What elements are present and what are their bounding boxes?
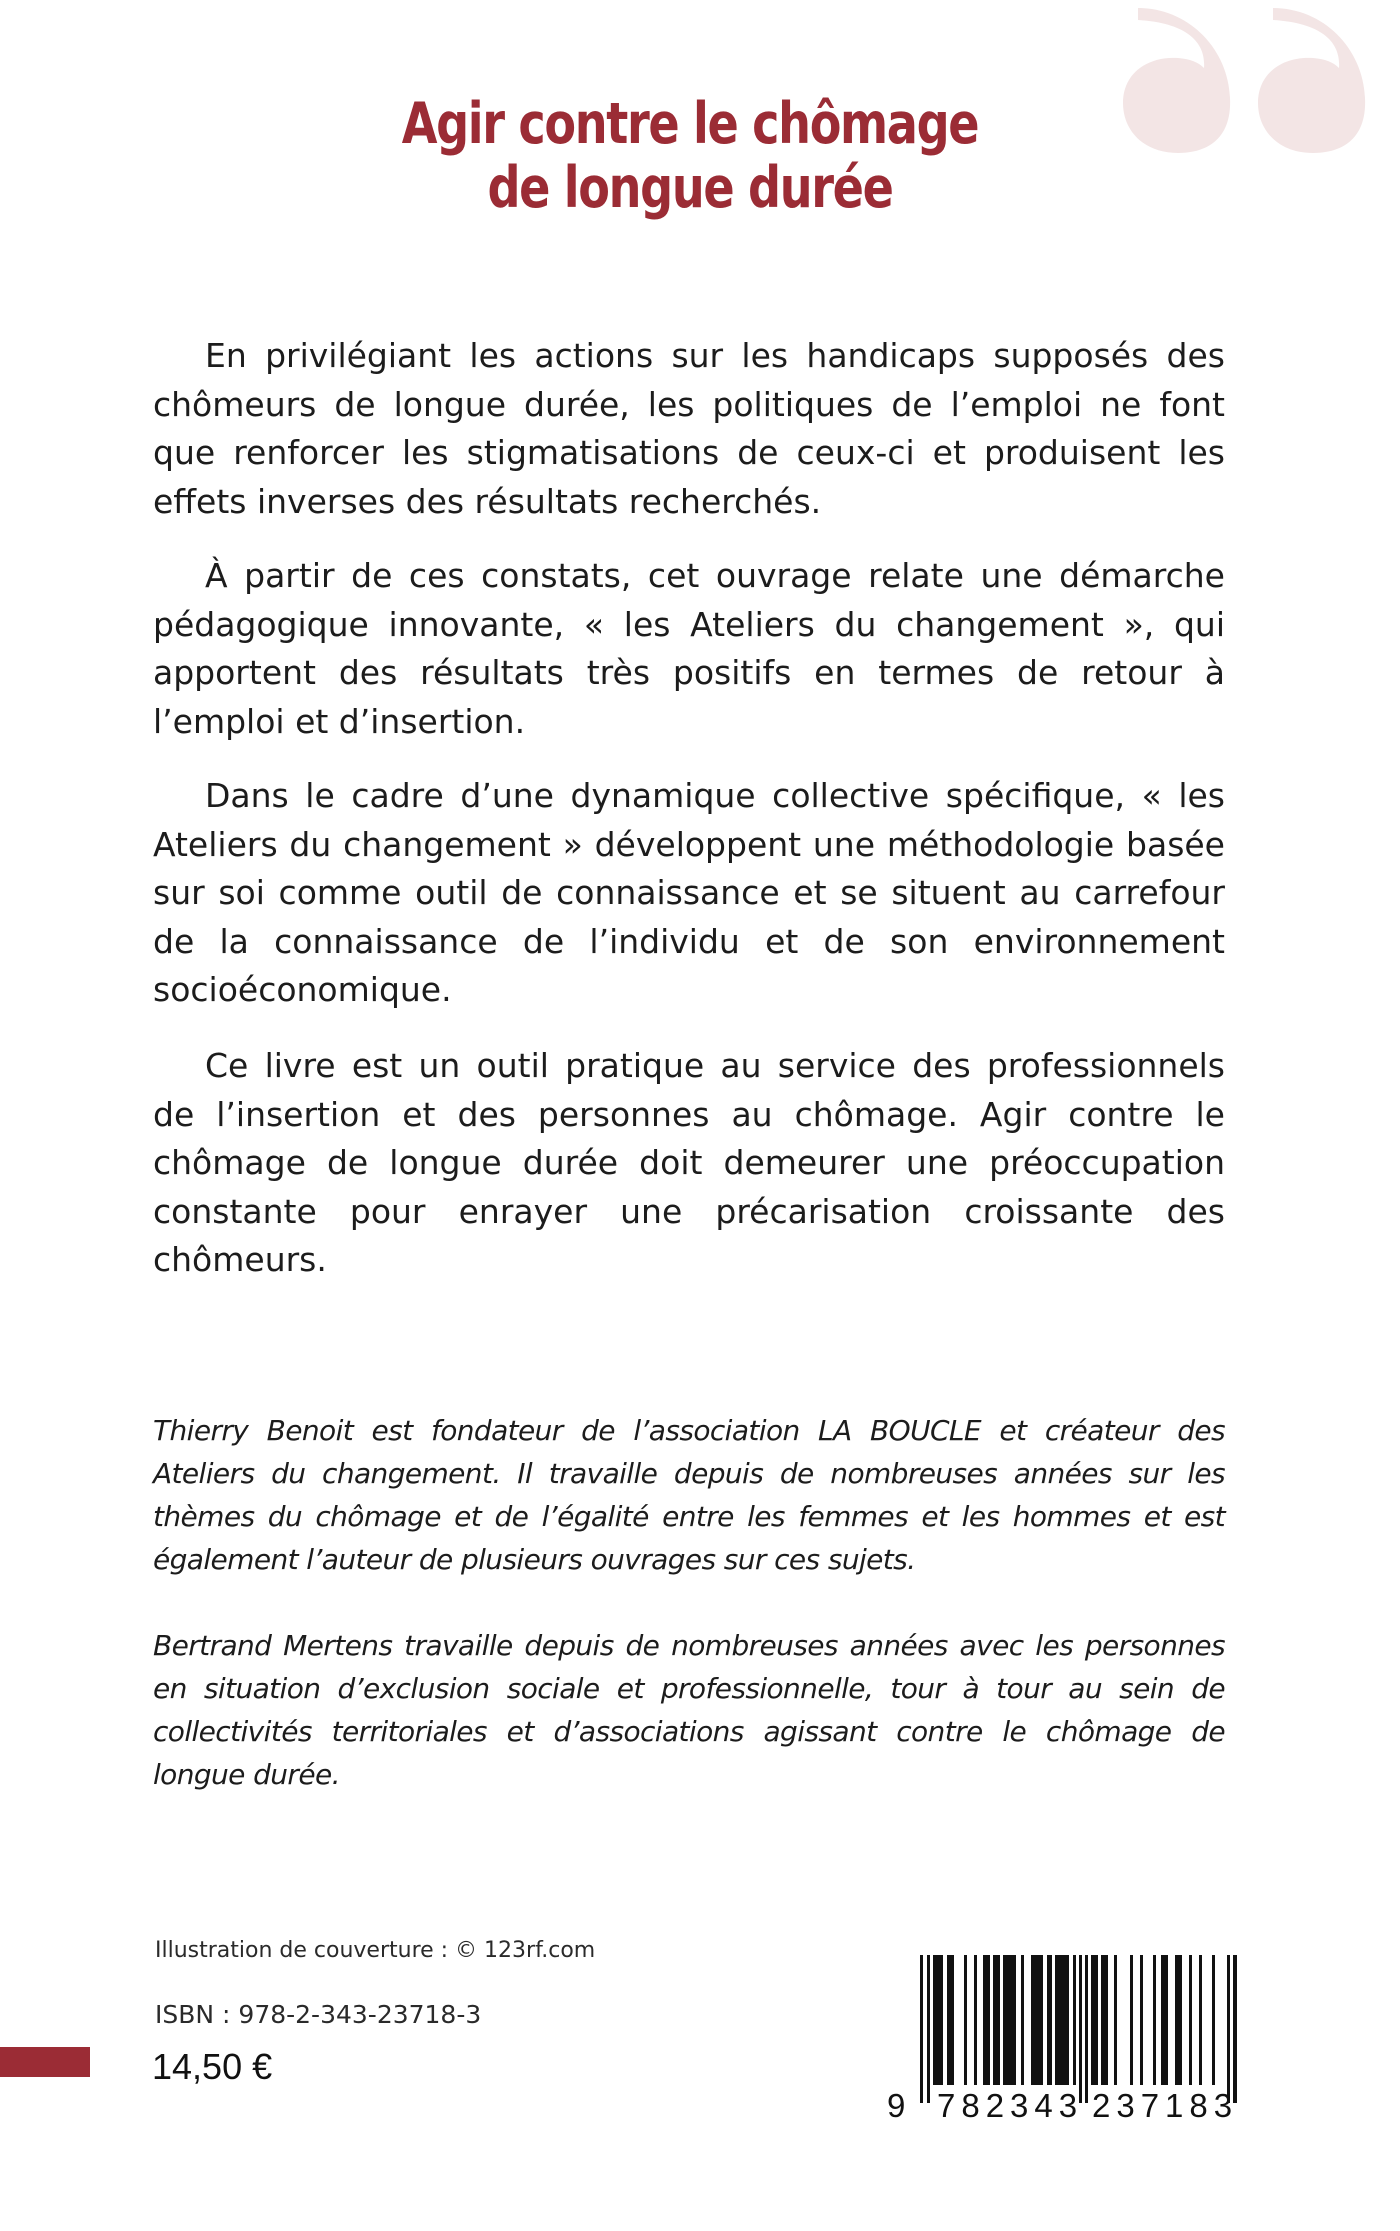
book-title-line-1: Agir contre le chômage (401, 91, 979, 157)
summary-paragraph-3: Dans le cadre d’une dynamique collective spécifique, « les Ateliers du changement » développent une méthodologie basée sur soi comme outil de connaissance et se situent au carrefour de la connaissance de l’individu et de son environnement socioéconomique. (153, 776, 1225, 1009)
author-bio-bertrand-mertens: Bertrand Mertens travaille depuis de nombreuses années avec les personnes en situation d’exclusion sociale et professionnelle, tour à tour au sein de collectivités territoriales et d’associations agissant contre le chômage de longue durée. (153, 1629, 1225, 1791)
author-bio-thierry-benoit: Thierry Benoit est fondateur de l’association LA BOUCLE et créateur des Ateliers du changement. Il travaille depuis de nombreuses années sur les thèmes du chômage et de l’égalité entre les femmes et les hommes et est également l’auteur de plusieurs ouvrages sur ces sujets. (153, 1414, 1225, 1576)
barcode-right-digits: 237183 (1092, 2087, 1239, 2124)
accent-bar (0, 2047, 90, 2077)
illustration-credit: Illustration de couverture : © 123rf.com (155, 1938, 596, 1963)
book-title-line-2: de longue durée (487, 155, 893, 221)
summary-paragraph-4: Ce livre est un outil pratique au service des professionnels de l’insertion et des personnes au chômage. Agir contre le chômage de longue durée doit demeurer une préoccupation constante pour enrayer une précarisation croissante des chômeurs. (153, 1046, 1225, 1279)
book-title (69, 92, 1311, 220)
summary-paragraph-1: En privilégiant les actions sur les handicaps supposés des chômeurs de longue durée, les politiques de l’emploi ne font que renforcer les stigmatisations de ceux-ci et produisent les effets inverses des résultats recherchés. (153, 336, 1225, 521)
barcode-left-digits: 782343 (937, 2087, 1084, 2124)
barcode-lead-digit: 9 (887, 2087, 906, 2124)
price: 14,50 € (152, 2046, 273, 2087)
isbn: ISBN : 978-2-343-23718-3 (155, 2000, 482, 2029)
summary-paragraph-2: À partir de ces constats, cet ouvrage relate une démarche pédagogique innovante, « les Ateliers du changement », qui apportent des résultats très positifs en termes de retour à l’emploi et d’insertion. (153, 556, 1225, 741)
